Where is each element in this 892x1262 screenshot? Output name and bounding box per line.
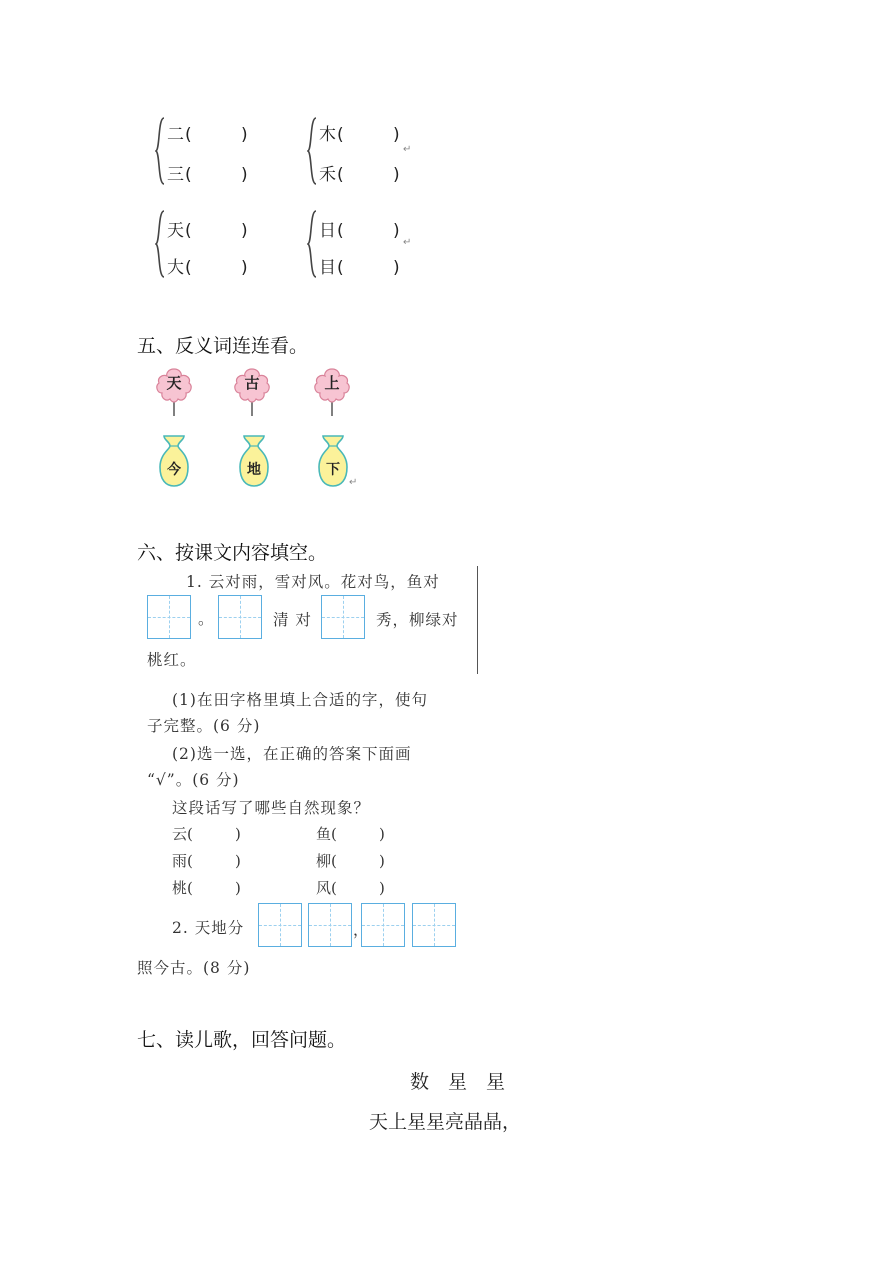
passage-line-3: 桃红。 xyxy=(147,651,197,669)
question-2-line-1: (2)选一选，在正确的答案下面画 xyxy=(172,745,412,763)
section-7-heading: 七、读儿歌，回答问题。 xyxy=(137,1029,347,1051)
vase-icon[interactable] xyxy=(154,434,194,492)
tianzige-box[interactable] xyxy=(147,595,191,639)
section-6-heading: 六、按课文内容填空。 xyxy=(137,542,328,564)
passage-punct: 。 xyxy=(198,610,215,628)
vase-label: 地 xyxy=(247,462,261,478)
return-mark-icon: ↵ xyxy=(403,237,412,248)
brace-icon xyxy=(155,209,165,279)
choice-item[interactable]: 柳( ) xyxy=(316,852,385,870)
question-3-prefix: 2. 天地分 xyxy=(172,919,245,937)
tianzige-box[interactable] xyxy=(258,903,302,947)
section-5-heading: 五、反义词连连看。 xyxy=(137,335,309,357)
choice-item[interactable]: 雨( ) xyxy=(172,852,241,870)
flower-label: 上 xyxy=(324,374,340,392)
bracket-line: 日( ) xyxy=(319,221,400,241)
question-2-line-2: “√”。(6 分) xyxy=(147,771,240,789)
bracket-line: 木( ) xyxy=(319,125,400,145)
passage-text: 秀，柳绿对 xyxy=(376,611,459,629)
flower-label: 天 xyxy=(166,374,182,392)
flower-icon[interactable] xyxy=(232,366,272,420)
flower-icon[interactable] xyxy=(154,366,194,420)
tianzige-box[interactable] xyxy=(218,595,262,639)
brace-icon xyxy=(307,209,317,279)
bracket-line: 大( ) xyxy=(167,258,248,278)
bracket-line: 三( ) xyxy=(167,165,248,185)
return-mark-icon: ↵ xyxy=(349,477,358,488)
column-divider xyxy=(477,566,478,674)
passage-line-1: 1. 云对雨，雪对风。花对鸟，鱼对 xyxy=(186,573,440,591)
poem-title: 数 星 星 xyxy=(410,1071,506,1093)
poem-line: 天上星星亮晶晶， xyxy=(369,1111,522,1133)
bracket-line: 目( ) xyxy=(319,258,400,278)
question-1-line-2: 子完整。(6 分) xyxy=(147,717,261,735)
return-mark-icon: ↵ xyxy=(403,144,412,155)
choice-item[interactable]: 云( ) xyxy=(172,825,241,843)
vase-icon[interactable] xyxy=(234,434,274,492)
flower-icon[interactable] xyxy=(312,366,352,420)
question-1-line-1: (1)在田字格里填上合适的字，使句 xyxy=(172,691,428,709)
choice-item[interactable]: 鱼( ) xyxy=(316,825,385,843)
comma: ， xyxy=(353,921,370,939)
passage-text: 清 对 xyxy=(273,611,312,629)
brace-icon xyxy=(155,116,165,186)
tianzige-box[interactable] xyxy=(361,903,405,947)
tianzige-box[interactable] xyxy=(321,595,365,639)
choice-item[interactable]: 风( ) xyxy=(316,879,385,897)
vase-label: 下 xyxy=(326,462,340,478)
bracket-line: 禾( ) xyxy=(319,165,400,185)
brace-icon xyxy=(307,116,317,186)
bracket-line: 二( ) xyxy=(167,125,248,145)
flower-label: 古 xyxy=(244,374,260,392)
choice-item[interactable]: 桃( ) xyxy=(172,879,241,897)
bracket-line: 天( ) xyxy=(167,221,248,241)
tianzige-box[interactable] xyxy=(308,903,352,947)
question-prompt: 这段话写了哪些自然现象？ xyxy=(172,799,371,817)
question-3-line-2: 照今古。(8 分) xyxy=(137,959,251,977)
vase-label: 今 xyxy=(167,462,181,478)
vase-icon[interactable] xyxy=(313,434,353,492)
tianzige-box[interactable] xyxy=(412,903,456,947)
